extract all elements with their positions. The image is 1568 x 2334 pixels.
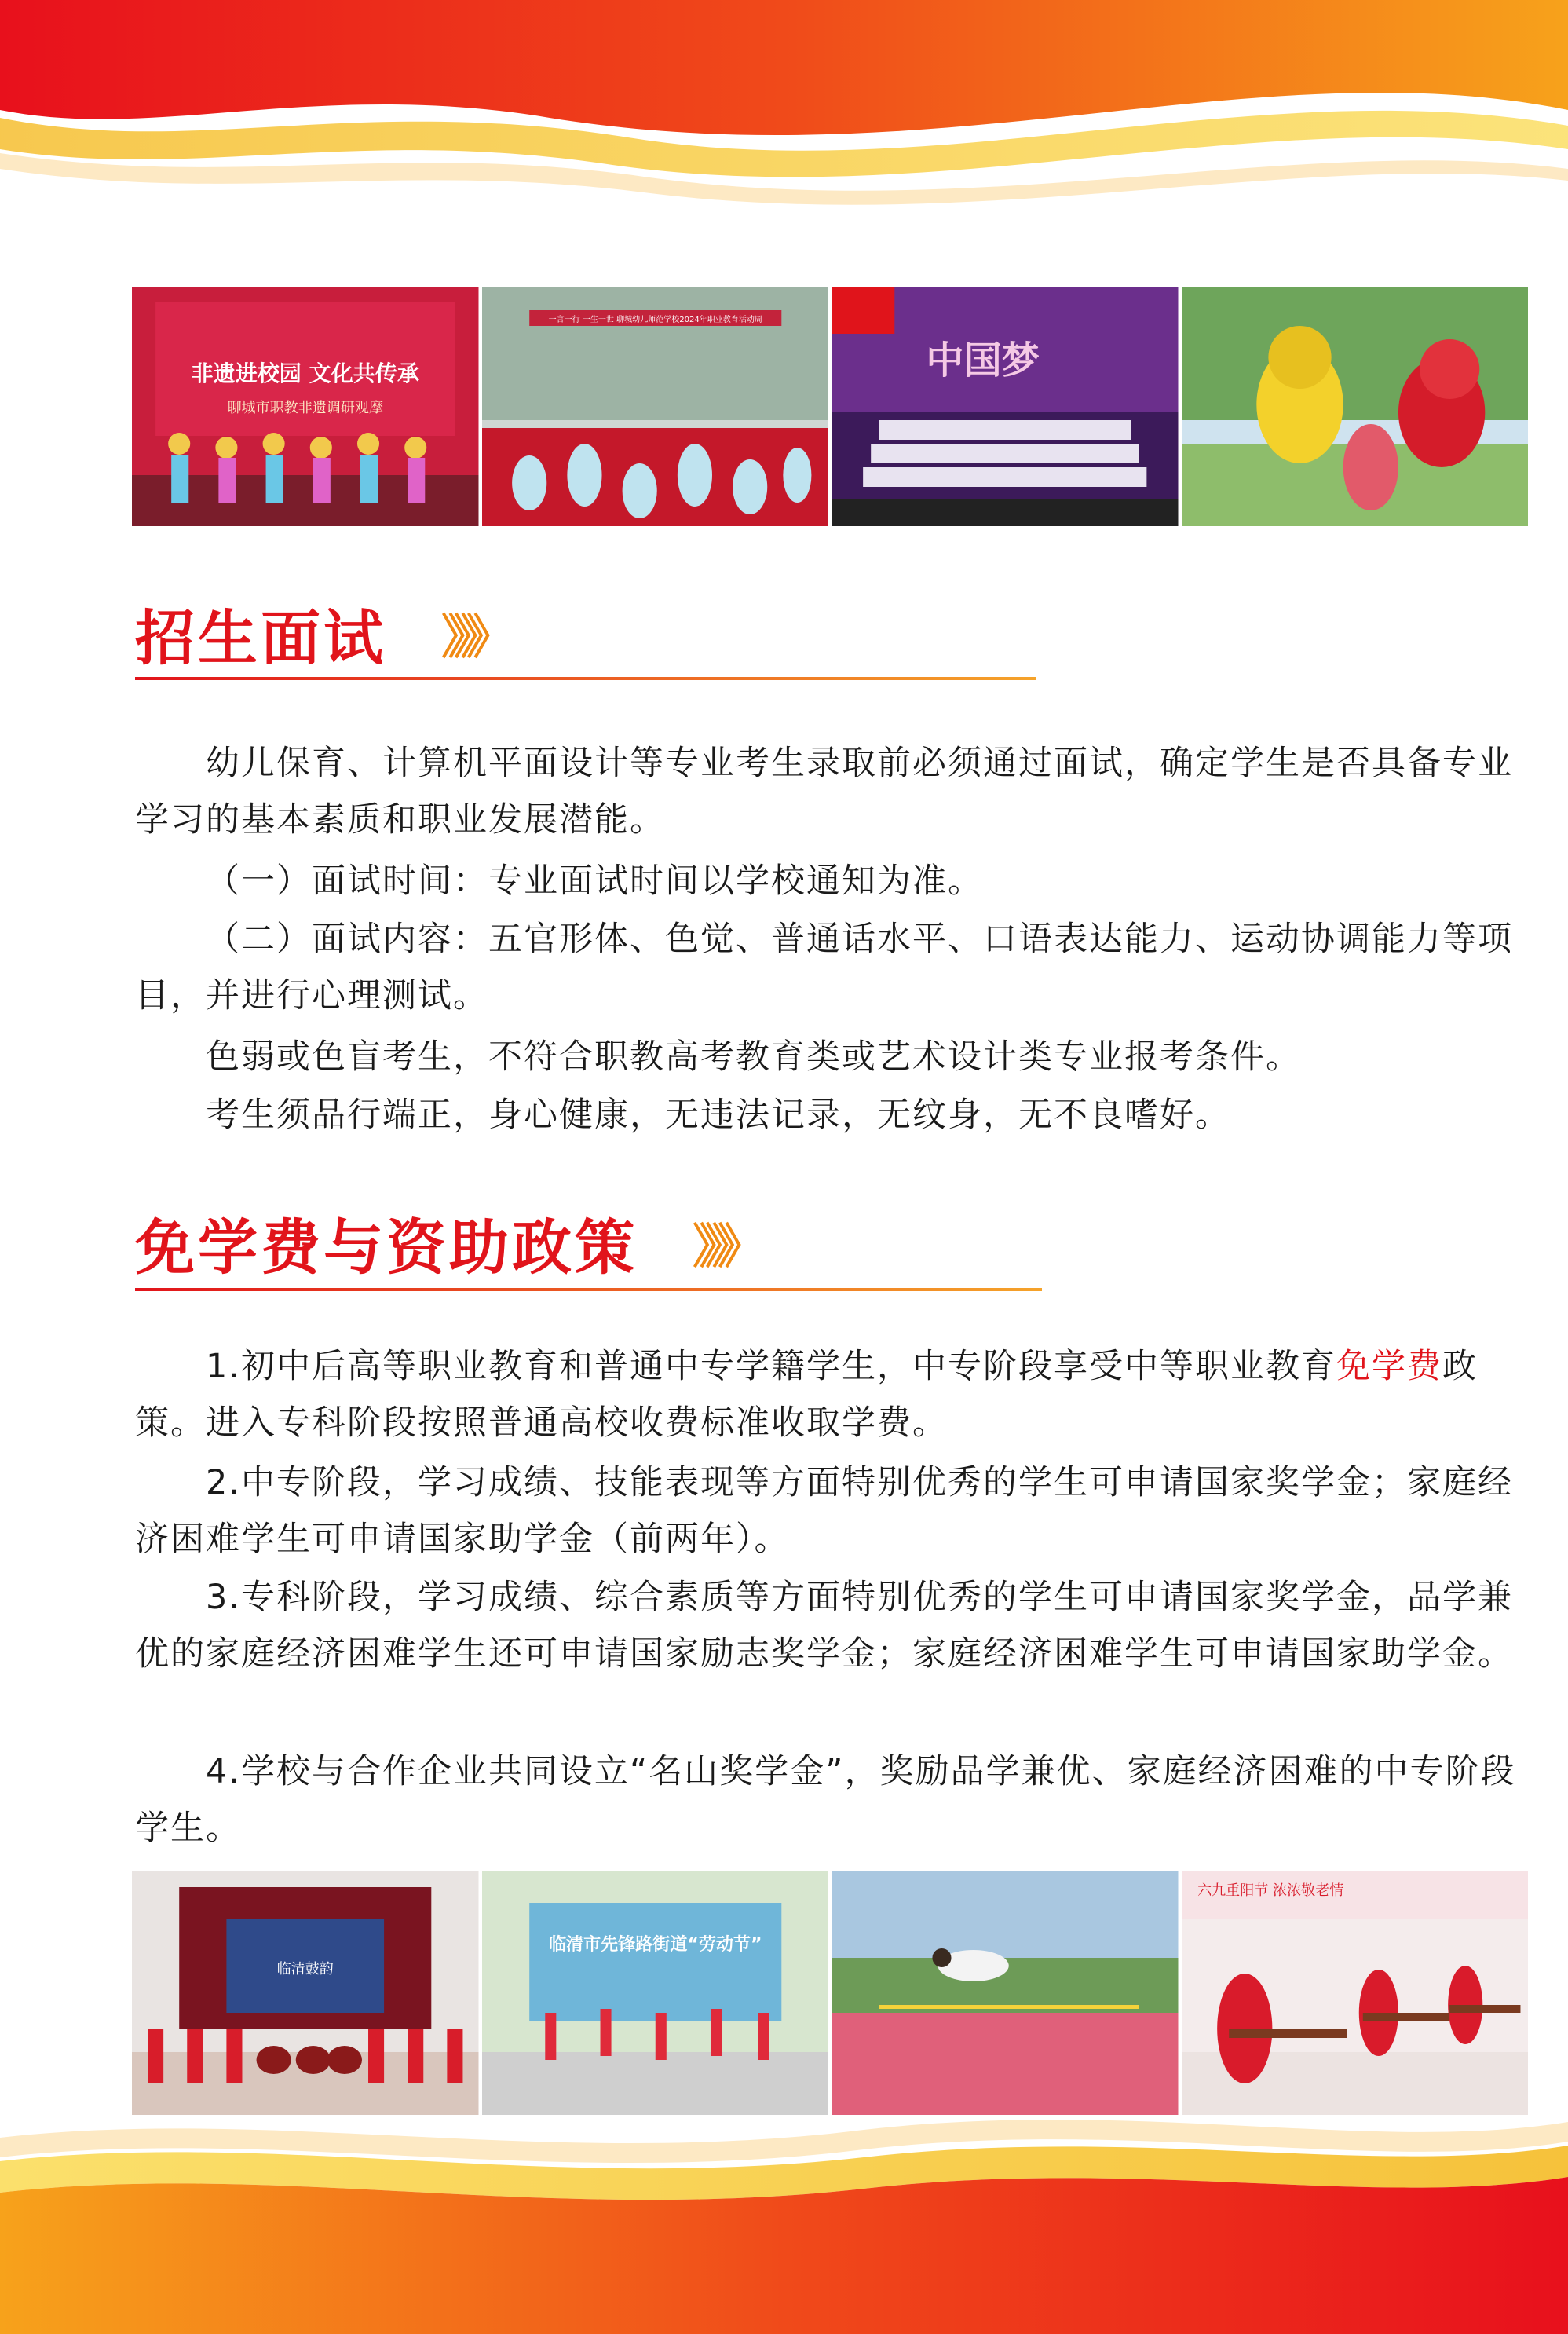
photo-heritage-performance <box>132 287 479 526</box>
policy-item-3: 3.专科阶段，学习成绩、综合素质等方面特别优秀的学生可申请国家奖学金，品学兼优的家庭经济困难学生还可申请国家励志奖学金；家庭经济困难学生可申请国家助学金。 <box>135 1578 1514 1674</box>
section-title: 招生面试 <box>135 603 386 673</box>
photo-banner-text: 临清鼓韵 <box>276 1961 334 1977</box>
paragraph: （二）面试内容：五官形体、色觉、普通话水平、口语表达能力、运动协调能力等项目，并进行心理测试。 <box>135 920 1513 1015</box>
section-title: 免学费与资助政策 <box>135 1213 638 1282</box>
section-heading-enrollment-interview <box>135 591 503 676</box>
policy-item-4: 4.学校与合作企业共同设立“名山奖学金”，奖励品学兼优、家庭经济困难的中专阶段学生。 <box>135 1752 1516 1848</box>
photo-lion-dance <box>1182 287 1529 526</box>
photo-banner-text: 非遗进校园 文化共传承 <box>191 360 420 386</box>
photo-banner-text: 六九重阳节 浓浓敬老情 <box>1197 1882 1343 1899</box>
policy-text: 1.初中后高等职业教育和普通中专学籍学生，中专阶段享受中等职业教育 <box>206 1347 1337 1386</box>
chevron-right-icon: 》》》 <box>693 1219 754 1275</box>
bottom-wave-decoration <box>0 2083 1568 2334</box>
top-photo-strip <box>132 287 1528 526</box>
photo-guzheng-performance <box>1182 1871 1529 2115</box>
photo-dance-stage <box>482 287 829 526</box>
photo-banner-text: 一言一行 一生一世 聊城幼儿师范学校2024年职业教育活动周 <box>548 316 762 324</box>
photo-drum-performance <box>132 1871 479 2115</box>
section-heading-tuition-policy <box>135 1200 754 1286</box>
bottom-photo-strip <box>132 1871 1528 2115</box>
paragraph: （一）面试时间：专业面试时间以学校通知为准。 <box>206 862 983 901</box>
photo-outdoor-dance <box>482 1871 829 2115</box>
photo-caption-text: 聊城市职教非遗调研观摩 <box>227 400 384 416</box>
paragraph: 考生须品行端正，身心健康，无违法记录，无纹身，无不良嗜好。 <box>206 1096 1230 1135</box>
highlight-free-tuition: 免学费 <box>1336 1347 1443 1386</box>
photo-high-jump <box>832 1871 1179 2115</box>
paragraph: 色弱或色盲考生，不符合职教高考教育类或艺术设计类专业报考条件。 <box>206 1037 1301 1077</box>
policy-text: 政策。进入专科阶段按照普通高校收费标准收取学费。 <box>135 1347 1478 1443</box>
section-divider <box>135 677 1036 680</box>
chevron-right-icon: 》》》 <box>441 609 503 665</box>
photo-banner-text: 临清市先锋路街道“劳动节” <box>548 1935 762 1955</box>
policy-item-1 <box>135 1338 1517 1451</box>
paragraph: 幼儿保育、计算机平面设计等专业考生录取前必须通过面试，确定学生是否具备专业学习的基本素质和职业发展潜能。 <box>135 744 1513 840</box>
top-wave-decoration <box>0 0 1568 236</box>
section-divider <box>135 1288 1042 1291</box>
photo-choir <box>832 287 1179 526</box>
photo-banner-text: 中国梦 <box>926 338 1040 382</box>
policy-item-2: 2.中专阶段，学习成绩、技能表现等方面特别优秀的学生可申请国家奖学金；家庭经济困难学生可申请国家助学金（前两年）。 <box>135 1463 1514 1559</box>
